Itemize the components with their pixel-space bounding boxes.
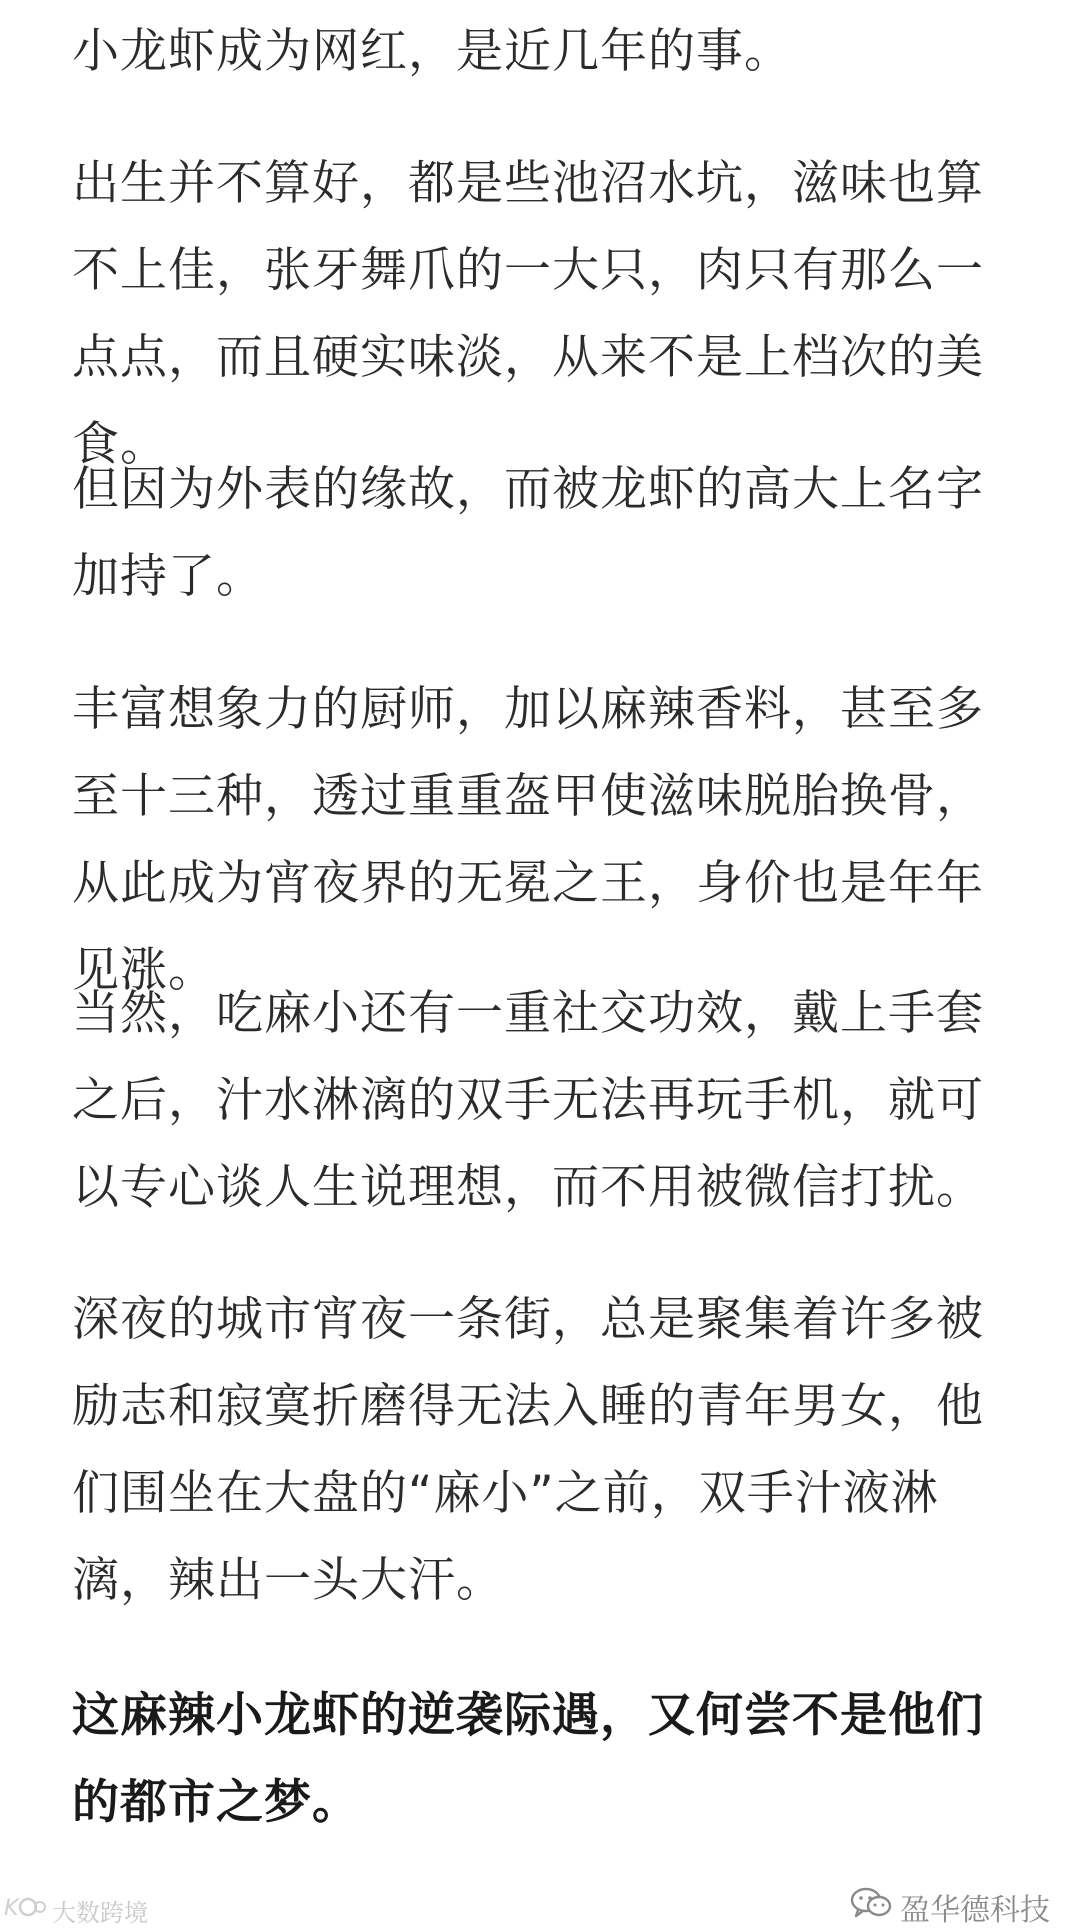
svg-text:K: K — [4, 1896, 19, 1920]
wechat-account-name: 盈华德科技 — [900, 1893, 1050, 1928]
corner-watermark-text: 大数跨境 — [52, 1898, 148, 1927]
wechat-icon — [850, 1886, 892, 1928]
paragraph-1: 小龙虾成为网红，是近几年的事。 — [72, 24, 792, 79]
wechat-watermark — [850, 1887, 1050, 1927]
paragraph-4: 丰富想象力的厨师，加以麻辣香料，甚至多至十三种，透过重重盔甲使滋味脱胎换骨，从此成为宵夜界的无冕之王，身价也是年年见涨。 — [72, 682, 984, 998]
paragraph-7-bold: 这麻辣小龙虾的逆袭际遇，又何尝不是他们的都市之梦。 — [72, 1688, 984, 1830]
corner-watermark — [4, 1894, 148, 1926]
paragraph-5: 当然，吃麻小还有一重社交功效，戴上手套之后，汁水淋漓的双手无法再玩手机，就可以专心谈人生说理想，而不用被微信打扰。 — [72, 986, 984, 1215]
paragraph-6: 深夜的城市宵夜一条街，总是聚集着许多被励志和寂寞折磨得无法入睡的青年男女，他们围坐在大盘的“麻小”之前，双手汁液淋漓，辣出一头大汗。 — [72, 1292, 984, 1608]
logo-icon — [4, 1894, 48, 1926]
paragraph-2: 出生并不算好，都是些池沼水坑，滋味也算不上佳，张牙舞爪的一大只，肉只有那么一点点，而且硬实味淡，从来不是上档次的美食。 — [72, 156, 984, 472]
paragraph-3: 但因为外表的缘故，而被龙虾的高大上名字加持了。 — [72, 462, 984, 604]
